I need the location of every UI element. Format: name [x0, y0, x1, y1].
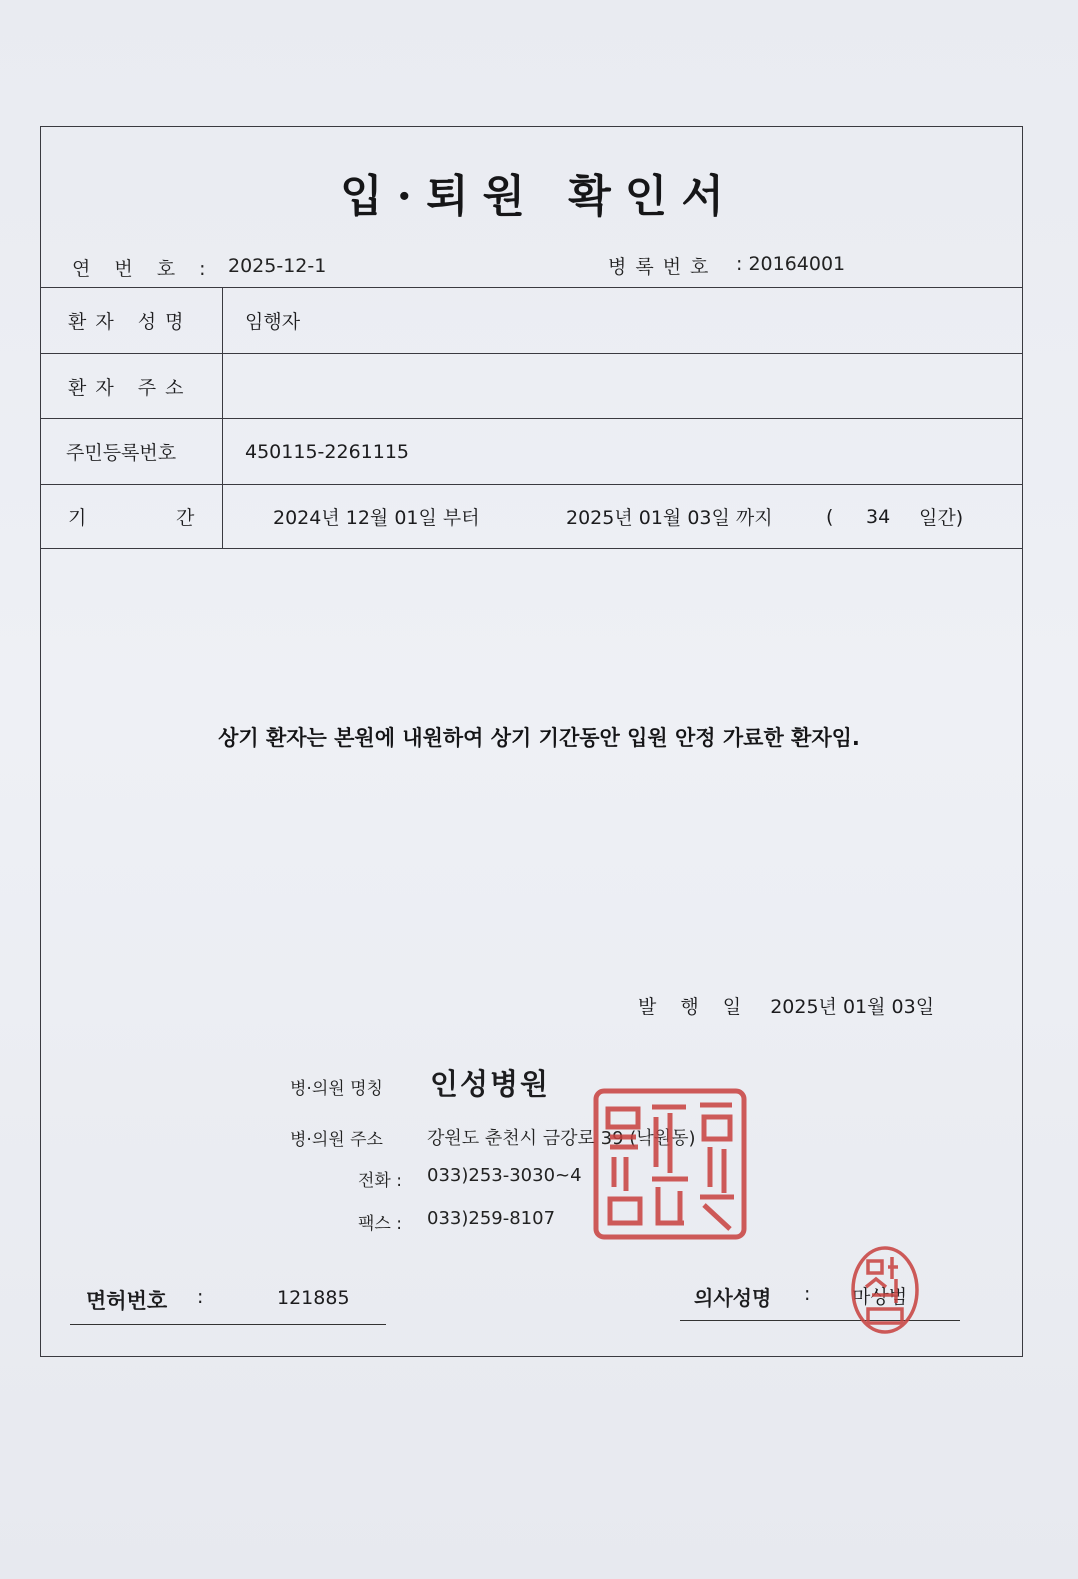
record-number-value: : 20164001 [736, 253, 846, 275]
hospital-fax-label: 팩스 : [358, 1214, 402, 1234]
issue-date-label: 발 행 일 [638, 996, 751, 1018]
period-end: 2025년 01월 03일 까지 [566, 507, 773, 529]
rrn-row [40, 418, 1023, 484]
confirmation-statement: 상기 환자는 본원에 내원하여 상기 기간동안 입원 안정 가료한 환자임. [218, 726, 860, 750]
doctor-seal-icon [850, 1245, 920, 1335]
license-number-label: 면허번호 [86, 1289, 168, 1313]
hospital-phone-label: 전화 : [358, 1171, 402, 1191]
period-label-part2: 간 [176, 507, 195, 529]
period-label [40, 485, 223, 548]
period-days-unit: 일간) [919, 507, 964, 529]
period-days-open: ( [826, 505, 834, 528]
patient-name-row [40, 287, 1023, 353]
period-label-part1: 기 [68, 507, 87, 529]
hospital-phone: 033)253-3030~4 [427, 1165, 582, 1186]
hospital-address: 강원도 춘천시 금강로 39 (낙원동) [427, 1128, 696, 1149]
patient-address-row [40, 353, 1023, 418]
hospital-name: 인성병원 [430, 1067, 551, 1101]
patient-name-label: 환자 성명 [40, 288, 223, 353]
hospital-fax: 033)259-8107 [427, 1208, 556, 1229]
record-number-label: 병록번호 [608, 256, 718, 278]
serial-label: 연 번 호 : [72, 258, 215, 280]
license-underline [70, 1324, 386, 1325]
issue-date-line [638, 992, 934, 1019]
hospital-name-label: 병·의원 명칭 [290, 1079, 383, 1099]
patient-address-label: 환자 주소 [40, 354, 223, 418]
doctor-name-label: 의사성명 [694, 1286, 772, 1310]
doctor-name-colon: : [804, 1283, 811, 1305]
serial-value: 2025-12-1 [228, 255, 327, 277]
rrn-label: 주민등록번호 [40, 419, 223, 484]
period-days-value: 34 [866, 505, 891, 528]
document-title: 입·퇴원 확인서 [340, 171, 738, 222]
license-number-value: 121885 [277, 1287, 350, 1309]
patient-name-value: 임행자 [245, 311, 301, 333]
issue-date-value: 2025년 01월 03일 [770, 996, 935, 1018]
doctor-name-value: 마상범 [852, 1286, 908, 1308]
license-colon: : [197, 1286, 204, 1308]
period-start: 2024년 12월 01일 부터 [273, 507, 480, 529]
period-row [40, 484, 1023, 549]
rrn-value: 450115-2261115 [245, 440, 410, 463]
hospital-address-label: 병·의원 주소 [290, 1130, 383, 1150]
hospital-seal-icon [592, 1087, 748, 1241]
